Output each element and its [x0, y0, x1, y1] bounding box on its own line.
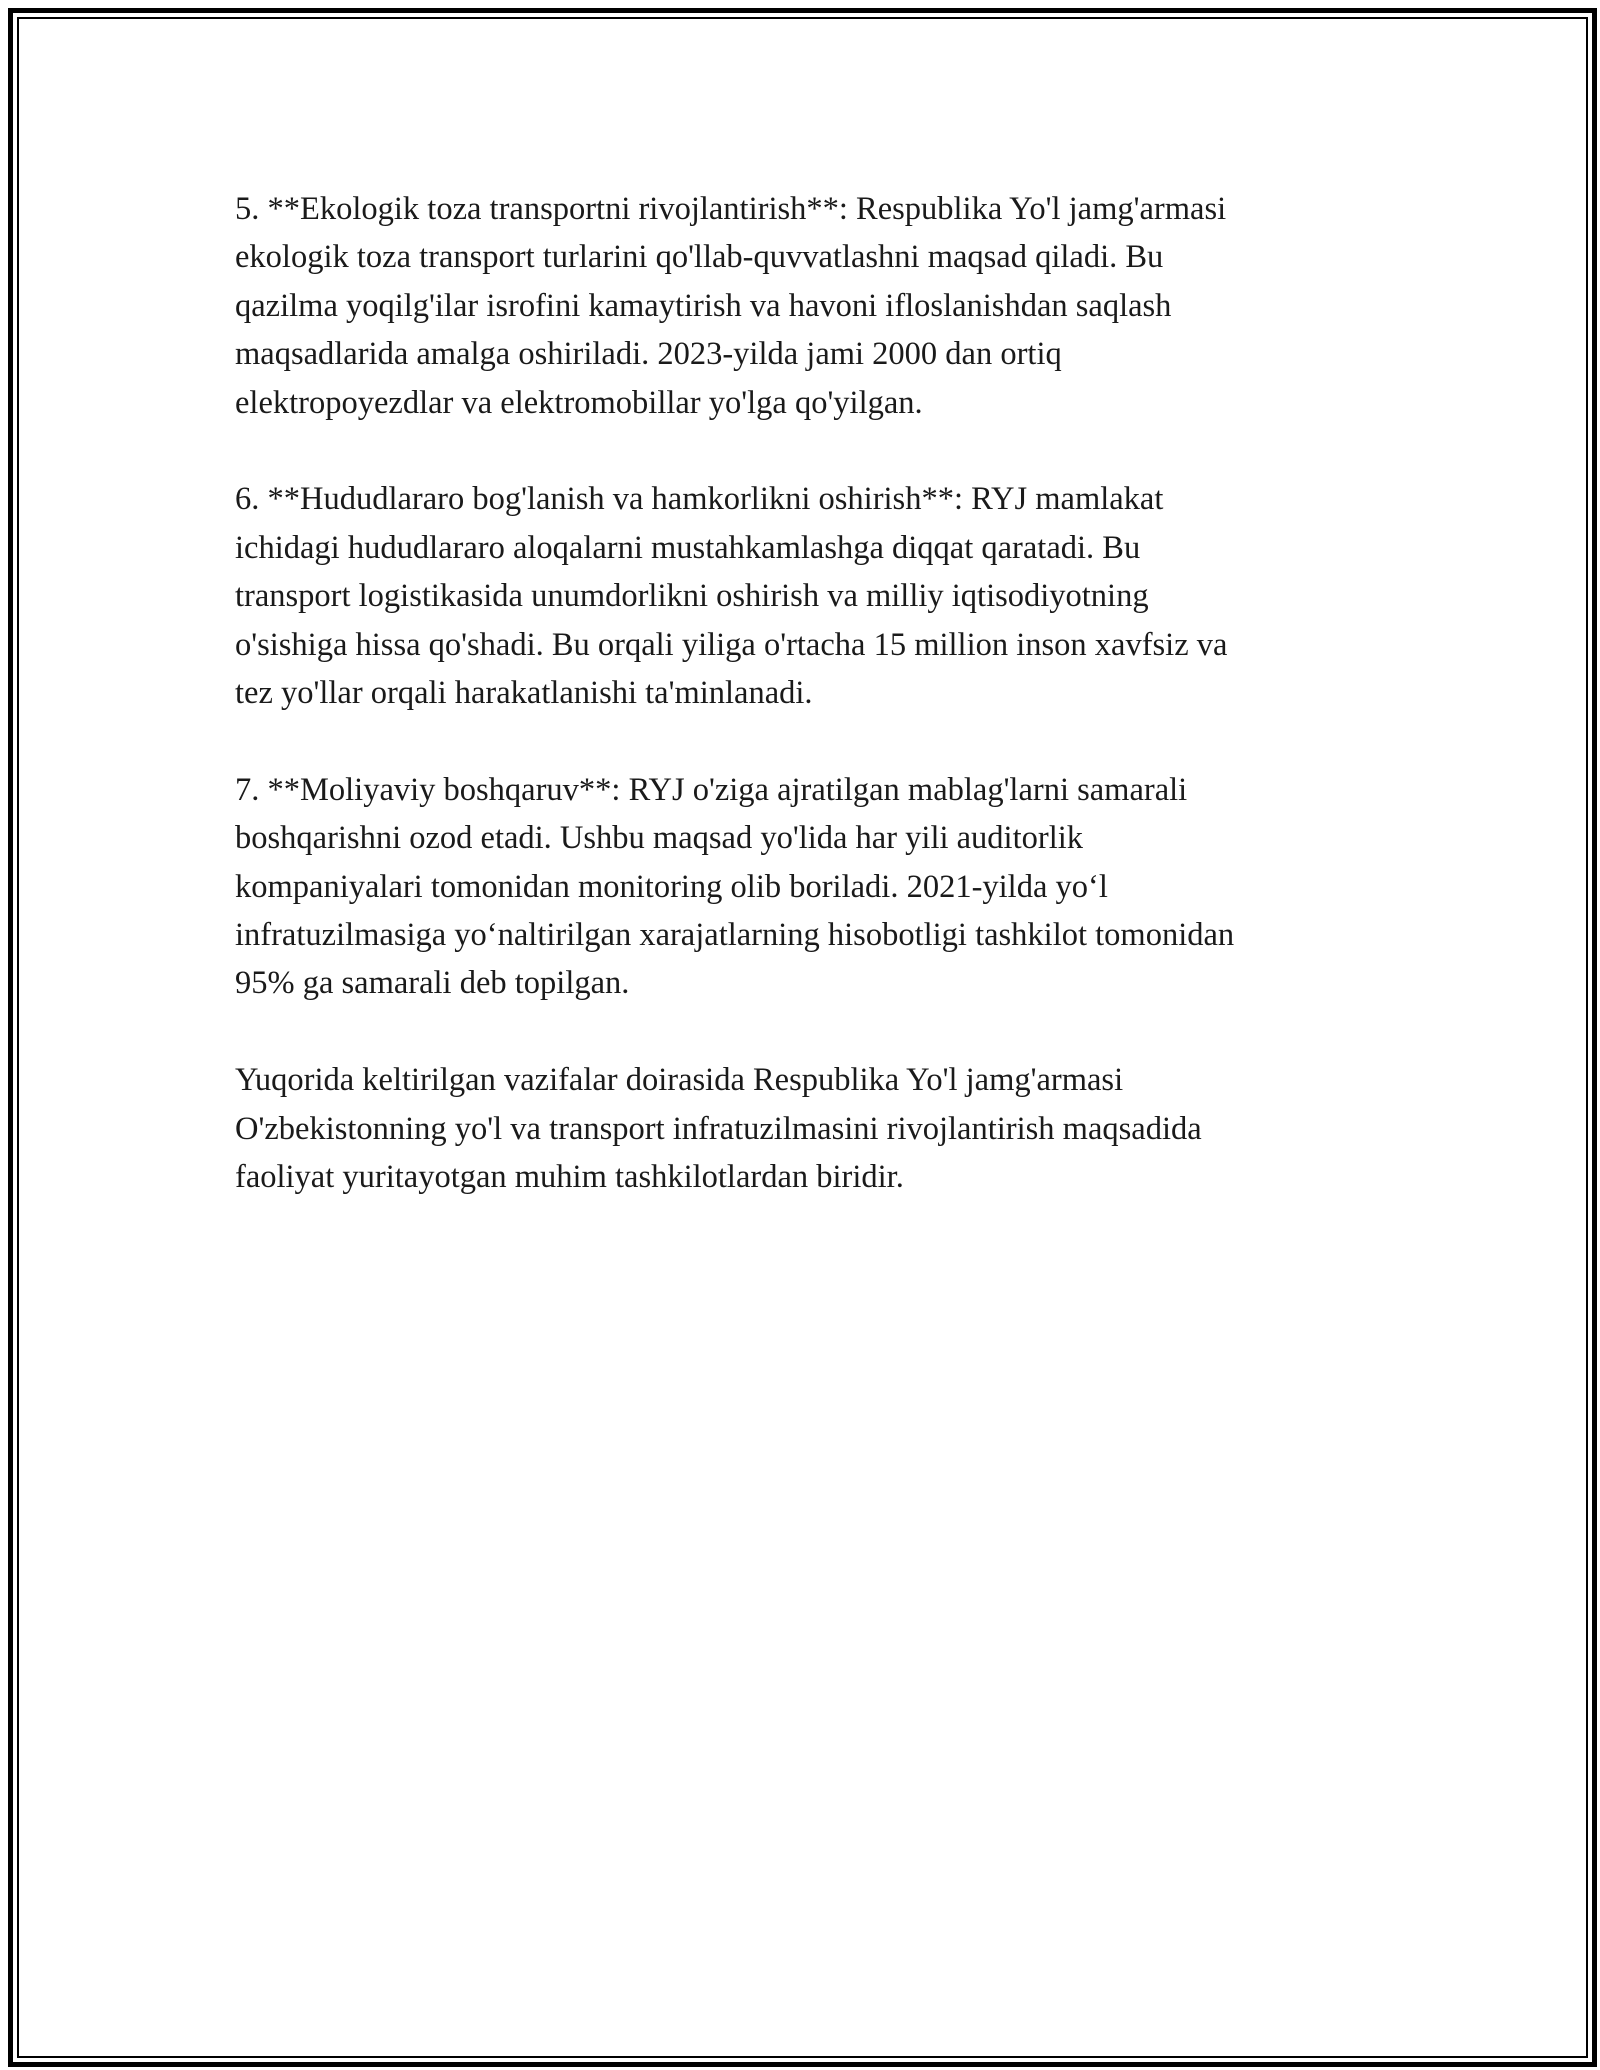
paragraph-conclusion	[235, 1056, 1385, 1201]
text-line: faoliyat yuritayotgan muhim tashkilotlardan biridir.	[235, 1159, 904, 1196]
text-line: ichidagi hududlararo aloqalarni mustahkamlashga diqqat qaratadi. Bu	[235, 529, 1141, 566]
text-line: O'zbekistonning yo'l va transport infratuzilmasini rivojlantirish maqsadida	[235, 1110, 1202, 1147]
text-line: kompaniyalari tomonidan monitoring olib boriladi. 2021-yilda yo‘l	[235, 868, 1108, 905]
paragraph-item-7	[235, 766, 1385, 1008]
text-line: ekologik toza transport turlarini qo'llab-quvvatlashni maqsad qiladi. Bu	[235, 239, 1164, 276]
paragraph-item-6	[235, 475, 1385, 717]
text-line: o'sishiga hissa qo'shadi. Bu orqali yiliga o'rtacha 15 million inson xavfsiz va	[235, 626, 1228, 663]
text-line: 6. **Hududlararo bog'lanish va hamkorlikni oshirish**: RYJ mamlakat	[235, 481, 1164, 518]
text-line: 7. **Moliyaviy boshqaruv**: RYJ o'ziga ajratilgan mablag'larni samarali	[235, 771, 1188, 808]
text-line: Yuqorida keltirilgan vazifalar doirasida Respublika Yo'l jamg'armasi	[235, 1062, 1124, 1099]
text-line: 5. **Ekologik toza transportni rivojlantirish**: Respublika Yo'l jamg'armasi	[235, 191, 1227, 227]
paragraph-item-5	[235, 185, 1385, 427]
text-line: infratuzilmasiga yo‘naltirilgan xarajatlarning hisobotligi tashkilot tomonidan	[235, 917, 1235, 954]
document-body	[235, 185, 1385, 1250]
text-line: maqsadlarida amalga oshiriladi. 2023-yilda jami 2000 dan ortiq	[235, 336, 1062, 373]
text-line: elektropoyezdlar va elektromobillar yo'lga qo'yilgan.	[235, 384, 923, 421]
text-line: tez yo'llar orqali harakatlanishi ta'minlanadi.	[235, 675, 813, 712]
text-line: 95% ga samarali deb topilgan.	[235, 965, 630, 1002]
text-line: transport logistikasida unumdorlikni oshirish va milliy iqtisodiyotning	[235, 578, 1149, 615]
text-line: qazilma yoqilg'ilar isrofini kamaytirish va havoni ifloslanishdan saqlash	[235, 287, 1172, 324]
text-line: boshqarishni ozod etadi. Ushbu maqsad yo'lida har yili auditorlik	[235, 820, 1083, 857]
